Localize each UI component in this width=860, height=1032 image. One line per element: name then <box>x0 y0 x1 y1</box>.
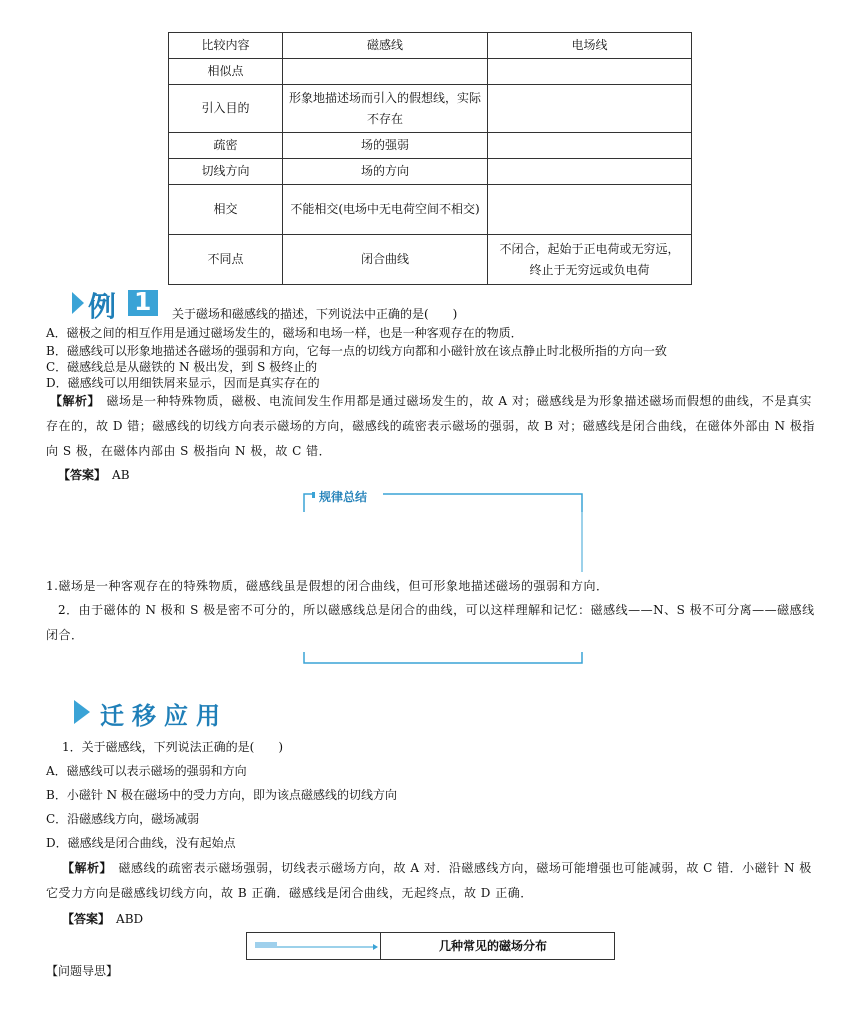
row-label: 相交 <box>169 185 283 235</box>
example-question: 关于磁场和磁感线的描述，下列说法中正确的是( ) <box>172 307 458 321</box>
magnetic-cell: 形象地描述场而引入的假想线，实际不存在 <box>283 85 488 133</box>
table-row <box>169 85 692 133</box>
transfer-option-c: C．沿磁感线方向，磁场减弱 <box>46 812 200 826</box>
electric-cell <box>488 133 692 159</box>
example-badge-text: 例 <box>88 290 117 323</box>
table-row <box>169 59 692 85</box>
row-label: 相似点 <box>169 59 283 85</box>
transfer-question: 1．关于磁感线，下列说法正确的是( ) <box>62 740 283 754</box>
comparison-table <box>168 32 692 285</box>
magnetic-cell: 闭合曲线 <box>283 235 488 285</box>
example-option-d: D．磁感线可以用细铁屑来显示，因而是真实存在的 <box>46 376 320 390</box>
answer-value: ABD <box>116 912 144 926</box>
section-divider <box>380 933 381 959</box>
table-header-row <box>169 33 692 59</box>
analysis-text: 磁感线的疏密表示磁场强弱，切线表示磁场方向，故 A 对．沿磁感线方向，磁场可能增强也可能减弱，故 C 错．小磁针 N 极它受力方向是磁感线切线方向，故 B 正确．磁感线是闭合曲线，无起终点，故 D 正确． <box>46 861 812 900</box>
transfer-option-b: B．小磁针 N 极在磁场中的受力方向，即为该点磁感线的切线方向 <box>46 788 397 802</box>
section-title: 几种常见的磁场分布 <box>439 939 548 953</box>
rule-item-1: 1.磁场是一种客观存在的特殊物质，磁感线虽是假想的闭合曲线，但可形象地描述磁场的强弱和方向． <box>46 579 609 593</box>
answer-value: AB <box>112 468 130 482</box>
example-analysis <box>46 389 816 464</box>
rule-summary-title: 规律总结 <box>319 490 368 504</box>
answer-label: 【答案】 <box>62 912 105 926</box>
table-header-cell: 电场线 <box>488 33 692 59</box>
magnetic-cell: 不能相交(电场中无电荷空间不相交) <box>283 185 488 235</box>
analysis-label: 【解析】 <box>50 394 95 408</box>
row-label: 切线方向 <box>169 159 283 185</box>
transfer-option-d: D．磁感线是闭合曲线，没有起始点 <box>46 836 236 850</box>
guide-label: 【问题导思】 <box>46 964 119 978</box>
magnetic-cell: 场的方向 <box>283 159 488 185</box>
example-badge-number: 1 <box>134 287 152 316</box>
table-header-cell: 磁感线 <box>283 33 488 59</box>
example-answer <box>58 466 130 483</box>
table-header-cell: 比较内容 <box>169 33 283 59</box>
analysis-text: 磁场是一种特殊物质，磁极、电流间发生作用都是通过磁场发生的，故 A 对；磁感线是为形象描述磁场而假想的曲线，不是真实存在的，故 D 错；磁感线的切线方向表示磁场的方向，磁感线的疏密表示磁场的强弱，故 B 对；磁感线是闭合曲线，在磁体外部由 N 极指向 S 极，在磁体内部由 S 极指向 N 极，故 C 错． <box>46 394 815 458</box>
example-option-b: B．磁感线可以形象地描述各磁场的强弱和方向，它每一点的切线方向都和小磁针放在该点静止时北极所指的方向一致 <box>46 344 667 358</box>
table-row <box>169 159 692 185</box>
magnetic-cell: 场的强弱 <box>283 133 488 159</box>
answer-label: 【答案】 <box>58 468 101 482</box>
rule-item-2: 2．由于磁体的 N 极和 S 极是密不可分的，所以磁感线总是闭合的曲线，可以这样理解和记忆：磁感线——N、S 极不可分离——磁感线闭合． <box>46 603 815 642</box>
example-option-a: A．磁极之间的相互作用是通过磁场发生的，磁场和电场一样，也是一种客观存在的物质． <box>46 326 523 340</box>
transfer-analysis <box>46 856 816 906</box>
electric-cell <box>488 185 692 235</box>
table-row <box>169 235 692 285</box>
table-row <box>169 133 692 159</box>
electric-cell: 不闭合，起始于正电荷或无穷远，终止于无穷远或负电荷 <box>488 235 692 285</box>
transfer-answer <box>62 910 143 927</box>
example-badge <box>72 287 160 323</box>
section-arrow-icon <box>247 933 380 959</box>
row-label: 疏密 <box>169 133 283 159</box>
example-option-c: C．磁感线总是从磁铁的 N 极出发，到 S 极终止的 <box>46 360 318 374</box>
row-label: 引入目的 <box>169 85 283 133</box>
section-heading-box <box>246 932 615 960</box>
transfer-header-text: 迁移应用 <box>100 702 228 730</box>
magnetic-cell <box>283 59 488 85</box>
transfer-option-a: A．磁感线可以表示磁场的强弱和方向 <box>46 764 247 778</box>
electric-cell <box>488 59 692 85</box>
row-label: 不同点 <box>169 235 283 285</box>
table-row <box>169 185 692 235</box>
electric-cell <box>488 159 692 185</box>
electric-cell <box>488 85 692 133</box>
analysis-label: 【解析】 <box>62 861 107 875</box>
